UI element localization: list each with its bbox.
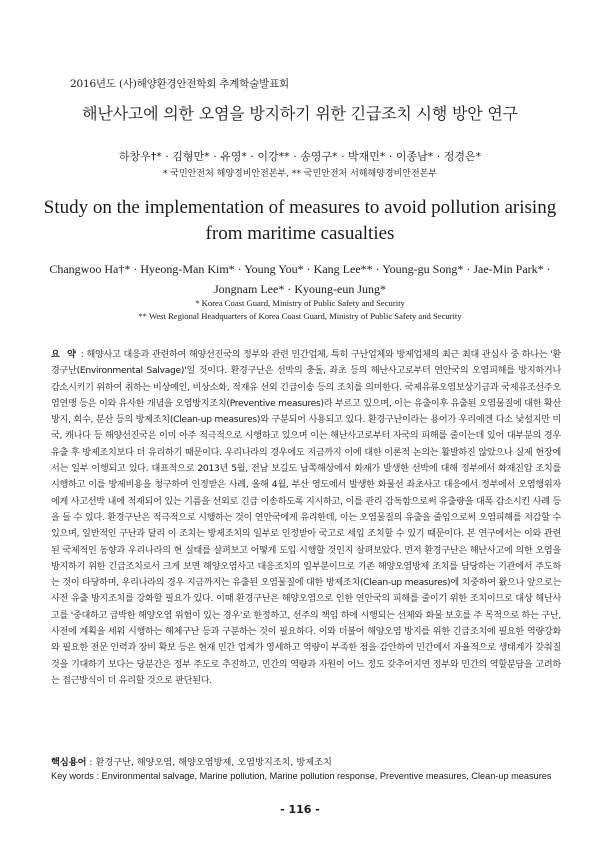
- paper-title-korean: 해난사고에 의한 오염을 방지하기 위한 긴급조치 시행 방안 연구: [82, 104, 518, 123]
- author-list-english-line1: Changwoo Ha†* · Hyeong-Man Kim* · Young You* · Kang Lee** · Young-gu Song* · Jae-Min Park* ·: [49, 262, 551, 276]
- keywords-english-text: Environmental salvage, Marine pollution, Marine pollution response, Preventive measures, Clean-up measures: [101, 771, 552, 781]
- abstract-label: 요 약: [51, 350, 78, 360]
- keywords-english: Key words : Environmental salvage, Marine pollution, Marine pollution response, Preventive measures, Clean-up measures: [51, 771, 552, 781]
- keywords-korean-label: 핵심용어: [51, 757, 87, 768]
- abstract-body: 해양사고 대응과 관련하여 해양선진국의 정부와 관련 민간업체, 특히 구난업체와 방제업체의 최근 최대 관심사 중 하나는 '환경구난(Environmental Salvage)'일 것이다. 환경구난은 선박의 충돌, 좌초 등의 해난사고로부터 연안국의 오염피해를 방지하거나 감소시키기 위하여 취하는 비상예인, 비상소화, 적재유 선외 긴급이송 등의 조치를 의미한다. 국제유류오염보상기금과 국제유조선주오염연맹 등은 이와 유사한 개념을 오염방지조치(Preventive measures)라 부르고 있으며, 이는 유출이후 유출된 오염물질에 대한 확산방지, 회수, 분산 등의 방제조치(Clean-up measures)와 구분되어 사용되고 있다. 환경구난이라는 용어가 우리에겐 다소 낯설지만 미국, 캐나다 등 해양선진국은 이미 아주 적극적으로 시행하고 있으며 이는 해난사고로부터 자국의 피해를 줄이는데 있어 대부분의 경우 유출 후 방제조치보다 더 유리하기 때문이다. 우리나라의 경우에도 지금까지 이에 대한 이론적 논의는 활발하진 않았으나 실제 현장에서는 일부 이행되고 있다. 대표적으로 2013년 5월, 전남 보길도 남쪽해상에서 화재가 발생한 선박에 대해 정부에서 화재진압 조치를 시행하고 이를 방제비용을 청구하여 인정받은 사례, 올해 4월, 부산 영도에서 발생한 화물선 좌초사고 대응에서 정부에서 오염행위자에게 사고선박 내에 적재되어 있는 기름을 선외로 긴급 이송하도록 지시하고, 이를 관리 감독함으로써 유출량을 대폭 감소시킨 사례 등을 들 수 있다. 환경구난은 적극적으로 시행하는 것이 연안국에게 유리한데, 이는 오염물질의 유출을 줄임으로써 오염피해를 저감할 수 있으며, 일반적인 구난과 달리 이 조치는 방제조치의 일부로 인정받아 국고로 세입 조치할 수 있기 때문이다. 본 연구에서는 이와 관련된 국제적인 동향과 우리나라의 현 실태를 살펴보고 어떻게 도입 시행할 것인지 살펴보았다. 먼저 환경구난은 해난사고에 의한 오염을 방지하기 위한 긴급조치로서 크게 보면 해양오염사고 대응조치의 일부분이므로 기존 해양오염방제 조치를 담당하는 기관에서 주도하는 것이 타당하며, 우리나라의 경우 지금까지는 유출된 오염물질에 대한 방제조치(Clean-up measures)에 치중하여 왔으나 앞으로는 사전 유출 방지조치를 강화할 필요가 있다. 이때 환경구난은 해양오염으로 인한 연안국의 피해를 줄이기 위한 조치이므로 대상 해난사고를 '중대하고 급박한 해양오염 위험이 있는 경우'로 한정하고, 선주의 책임 하에 시행되는 선체와 화물 보호를 주 목적으로 하는 구난, 사전에 계획을 세워 시행하는 해체구난 등과 구분하는 것이 필요하다. 이와 더불어 해양오염 방지를 위한 긴급조치에 필요한 역량강화와 필요한 전문 인력과 장비 확보 등은 현재 민간 업계가 영세하고 역량이 부족한 점을 감안하여 민간에서 자율적으로 생태계가 갖춰질 것을 기대하기 보다는 당분간은 정부 주도로 추진하고, 민간의 역량과 자원이 어느 정도 갖추어지면 정부와 민간의 역할분담을 고려하는 접근방식이 더 유리할 것으로 판단된다.: [51, 350, 561, 686]
- conference-label: 2016년도 (사)해양환경안전학회 추계학술발표회: [70, 78, 289, 90]
- author-list-korean: 하창우†* · 김형만* · 유영* · 이강** · 송영구* · 박재민* · 이종남* · 정경은*: [118, 150, 482, 163]
- page-number: - 116 -: [280, 803, 320, 816]
- affiliation-korean: * 국민안전처 해양경비안전본부, ** 국민안전처 서해해양경비안전본부: [162, 169, 438, 179]
- author-list-english: [30, 259, 570, 299]
- paper-title-english: Study on the implementation of measures to avoid pollution arising from maritime casualties: [43, 197, 557, 244]
- keywords-english-label: Key words: [51, 771, 94, 781]
- abstract-section: [51, 347, 561, 689]
- keywords-korean-text: 환경구난, 해양오염, 해양오염방제, 오염방지조치, 방제조치: [95, 757, 332, 768]
- author-list-english-line2: Jongnam Lee* · Kyoung-eun Jung*: [214, 282, 386, 296]
- affiliation-english-2: ** West Regional Headquarters of Korea Coast Guard, Ministry of Public Safety and Security: [138, 310, 462, 321]
- keywords-korean: 핵심용어 : 환경구난, 해양오염, 해양오염방제, 오염방지조치, 방제조치: [51, 757, 332, 768]
- affiliation-english-1: * Korea Coast Guard, Ministry of Public Safety and Security: [195, 298, 405, 308]
- affiliation-english: [0, 297, 600, 322]
- abstract-separator: :: [77, 350, 87, 360]
